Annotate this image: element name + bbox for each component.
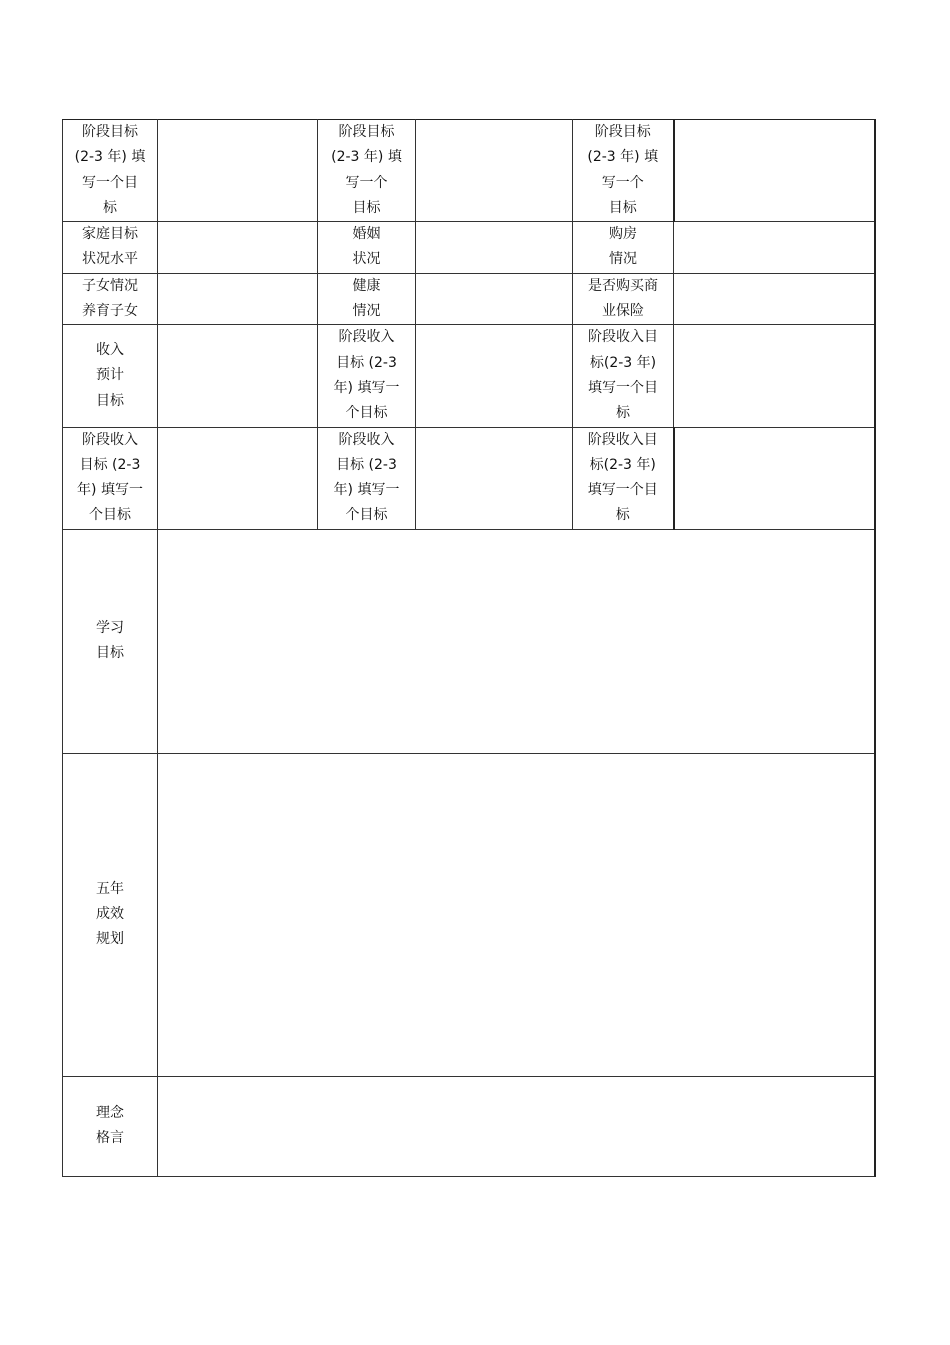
input-family-goal[interactable] (158, 222, 318, 274)
input-stage-goal-3[interactable] (674, 120, 875, 222)
label-income-stage-4: 阶段收入 目标 (2-3 年) 填写一 个目标 (318, 427, 416, 529)
label-children: 子女情况 养育子女 (63, 273, 158, 325)
row-study-goal (63, 529, 875, 753)
row-five-year-plan (63, 753, 875, 1076)
input-stage-goal-1[interactable] (158, 120, 318, 222)
label-income-stage-2: 阶段收入目 标(2-3 年) 填写一个目 标 (573, 325, 674, 427)
label-motto: 理念 格言 (63, 1076, 158, 1176)
label-family-goal: 家庭目标 状况水平 (63, 222, 158, 274)
label-health: 健康 情况 (318, 273, 416, 325)
input-motto[interactable] (158, 1076, 875, 1176)
input-five-year-plan[interactable] (158, 753, 875, 1076)
row-motto (63, 1076, 875, 1176)
input-study-goal[interactable] (158, 529, 875, 753)
input-housing-status[interactable] (674, 222, 875, 274)
row-children (63, 273, 875, 325)
label-stage-goal-3: 阶段目标 (2-3 年) 填 写一个 目标 (573, 120, 674, 222)
label-income-stage-3: 阶段收入 目标 (2-3 年) 填写一 个目标 (63, 427, 158, 529)
row-income (63, 325, 875, 427)
input-income-stage-5[interactable] (674, 427, 875, 529)
label-income-stage-1: 阶段收入 目标 (2-3 年) 填写一 个目标 (318, 325, 416, 427)
planning-form-table (62, 119, 876, 1177)
row-income-stage (63, 427, 875, 529)
label-stage-goal-1: 阶段目标 (2-3 年) 填 写一个目 标 (63, 120, 158, 222)
label-study-goal: 学习 目标 (63, 529, 158, 753)
input-health[interactable] (416, 273, 573, 325)
input-insurance[interactable] (674, 273, 875, 325)
label-income-stage-5: 阶段收入目 标(2-3 年) 填写一个目 标 (573, 427, 674, 529)
input-income-stage-2[interactable] (674, 325, 875, 427)
label-five-year-plan: 五年 成效 规划 (63, 753, 158, 1076)
label-income-forecast: 收入 预计 目标 (63, 325, 158, 427)
input-income-stage-1[interactable] (416, 325, 573, 427)
label-housing-status: 购房 情况 (573, 222, 674, 274)
label-marriage-status: 婚姻 状况 (318, 222, 416, 274)
input-income-stage-4[interactable] (416, 427, 573, 529)
label-stage-goal-2: 阶段目标 (2-3 年) 填 写一个 目标 (318, 120, 416, 222)
input-income-forecast[interactable] (158, 325, 318, 427)
label-insurance: 是否购买商 业保险 (573, 273, 674, 325)
row-family (63, 222, 875, 274)
input-income-stage-3[interactable] (158, 427, 318, 529)
row-stage-goal (63, 120, 875, 222)
input-marriage-status[interactable] (416, 222, 573, 274)
input-stage-goal-2[interactable] (416, 120, 573, 222)
input-children[interactable] (158, 273, 318, 325)
